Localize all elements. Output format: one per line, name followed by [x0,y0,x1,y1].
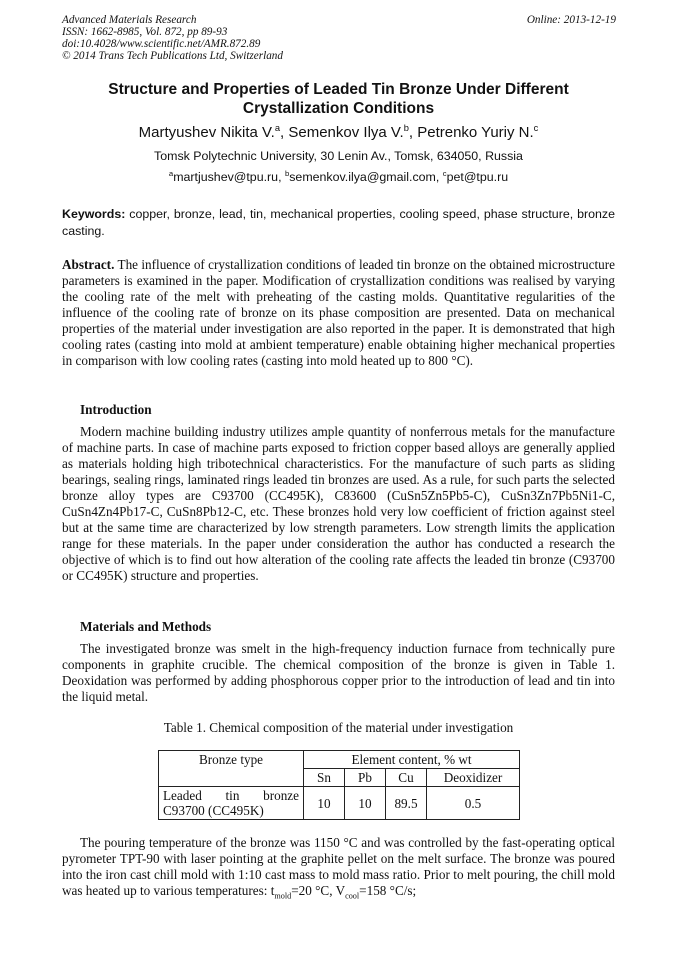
header-cu: Cu [386,769,427,787]
header-sn: Sn [304,769,345,787]
email-mark: b [284,168,290,178]
emails: $^a$martjushev@tpu.ru, $^b$semenkov.ilya@gmail.com, $^c$pet@tpu.ru [168,168,509,184]
row-label: Leaded tin bronze C93700 (CC495K) [159,787,304,820]
header-element-content: Element content, % wt [304,751,520,769]
composition-table [158,750,520,820]
email[interactable]: semenkov.ilya@gmail.com [289,170,436,184]
author: Martyushev Nikita V. [138,124,275,141]
doi-link[interactable]: doi:10.4028/www.scientific.net/AMR.872.89 [62,38,261,50]
keywords [62,206,615,239]
cell-sn: 10 [304,787,345,820]
affiliation: Tomsk Polytechnic University, 30 Lenin Av., Tomsk, 634050, Russia [154,149,523,163]
author-mark: c [533,123,539,133]
paper-title [62,80,615,118]
copyright: © 2014 Trans Tech Publications Ltd, Switzerland [62,50,283,62]
header-deoxidizer: Deoxidizer [427,769,520,787]
author-mark: b [403,123,409,133]
header-pb: Pb [345,769,386,787]
journal-header [62,14,283,62]
cell-pb: 10 [345,787,386,820]
journal-name: Advanced Materials Research [62,14,197,26]
keywords-text: copper, bronze, lead, tin, mechanical properties, cooling speed, phase structure, bronze casting. [62,207,615,238]
email[interactable]: pet@tpu.ru [446,170,509,184]
pouring-text: The pouring temperature of the bronze was 1150 °C and was controlled by the fast-operating optical pyrometer TPT-90 with laser pointing at the graphite pellet on the melt surface. The bronze was poured into the iron cast chill mold with 1:10 cast mass to mold mass ratio. Prior to melt pouring, the chill mold was heated up to various temperatures: t [62,835,615,898]
author-mark: a [274,123,281,133]
section-heading-methods: Materials and Methods [80,619,212,634]
issn: ISSN: 1662-8985, Vol. 872, pp 89-93 [62,26,228,38]
email[interactable]: martjushev@tpu.ru [173,170,279,184]
subscript: mold [274,891,292,901]
pouring-text: =20 °C, V [291,883,346,898]
title-line: Structure and Properties of Leaded Tin Bronze Under Different [108,81,569,98]
abstract-label: Abstract. [62,257,115,272]
author: Semenkov Ilya V. [288,124,404,141]
section-heading-introduction: Introduction [80,402,152,417]
methods-paragraph: The investigated bronze was smelt in the high-frequency induction furnace from technically pure components in graphite crucible. The chemical composition of the bronze is given in Table 1. Deoxidation was performed by adding phosphorous copper prior to the introduction of lead and tin into the liquid metal. [62,641,615,704]
cell-cu: 89.5 [386,787,427,820]
online-date: Online: 2013-12-19 [526,14,616,26]
abstract [62,257,615,369]
title-line: Crystallization Conditions [242,100,435,117]
author: Petrenko Yuriy N. [417,124,534,141]
table-caption: Table 1. Chemical composition of the material under investigation [163,720,514,735]
pouring-text: =158 °C/s; [359,883,417,898]
email-mark: a [168,168,174,178]
abstract-text: The influence of crystallization conditions of leaded tin bronze on the obtained microstructure parameters is examined in the paper. Modification of crystallization conditions was realised by varying the cooling rate of the melt with preheating of the casting molds. Quantitative regularities of the influence of the cooling rate of bronze on its phase composition are presented. Data on mechanical properties of the material under investigation are also reported in the paper. It is demonstrated that high cooling rates (casting into mold at ambient temperature) enable obtaining higher mechanical properties in comparison with low cooling rates (casting into mold heated up to 800 °C). [62,257,615,368]
header-bronze-type: Bronze type [159,751,304,787]
cell-deoxidizer: 0.5 [427,787,520,820]
subscript: cool [345,891,360,901]
authors: Martyushev Nikita V.$^a$, Semenkov Ilya V.$^b$, Petrenko Yuriy N.$^c$ [138,123,539,141]
pouring-paragraph [62,835,615,899]
email-mark: c [442,168,447,178]
keywords-label: Keywords: [62,207,126,221]
introduction-paragraph: Modern machine building industry utilizes ample quantity of nonferrous metals for the manufacture of machine parts. In case of machine parts exposed to friction copper based alloys are generally applied as materials holding high tribotechnical characteristics. For the manufacture of such parts as sliding bearings, sealing rings, laminated rings leaded tin bronzes are used. As a rule, for such parts the selected bronze alloy types are C93700 (CC495K), C83600 (CuSn5Zn5Pb5-C), CuSn3Zn7Pb5Ni1-C, CuSn4Zn4Pb17-C, CuSn8Pb12-C, etc. These bronzes hold very low coefficient of friction against steel but at the same time are characterized by low strength parameters. Low strength limits the application range for these materials. In the paper under consideration the author has conducted a research the objective of which is to find out how alteration of the cooling rate affects the leaded tin bronze (C93700 or CC495K) structure and properties. [62,424,615,583]
